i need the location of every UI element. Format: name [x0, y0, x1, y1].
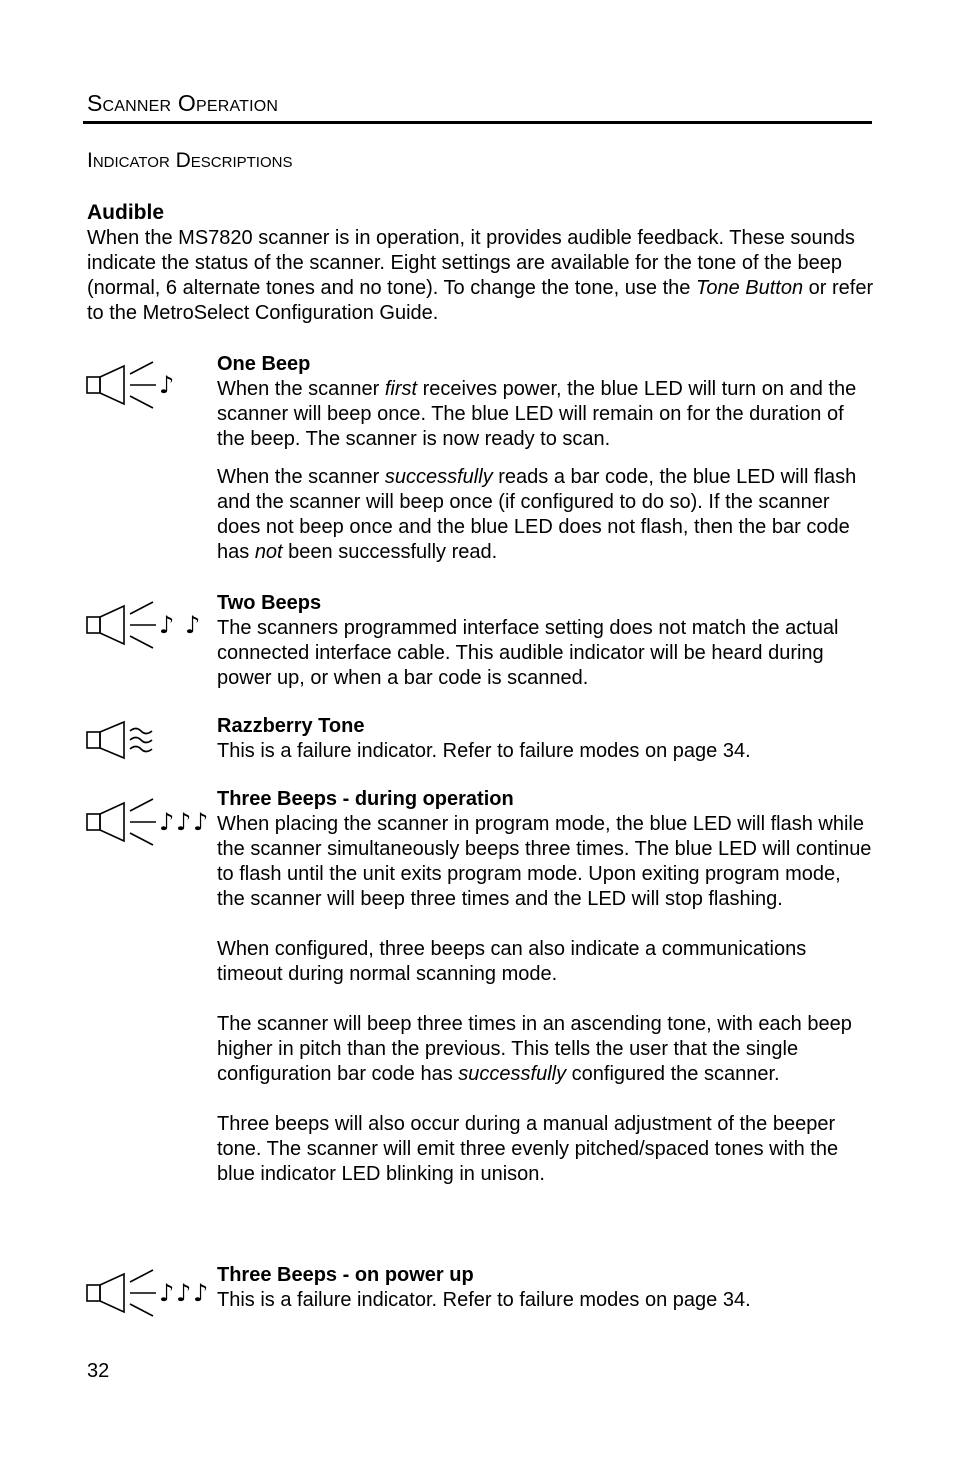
text: The scanner will beep three times in an ascending tone, with each beep higher in pitch than the previous. This tells the user that the single configuration bar code has — [217, 1013, 852, 1085]
svg-text:♪: ♪ — [193, 1279, 209, 1307]
text: been successfully read. — [282, 541, 498, 563]
emphasis: first — [384, 378, 418, 400]
header-rule — [83, 121, 872, 124]
text: configured the scanner. — [566, 1063, 780, 1085]
speaker-one-beep-icon — [85, 358, 185, 414]
speaker-three-beeps-icon — [85, 795, 215, 851]
emphasis: not — [254, 541, 283, 563]
tone-button-ref: Tone Button — [695, 277, 804, 299]
svg-text:♪: ♪ — [176, 1279, 192, 1307]
three-beeps-operation-body — [217, 812, 872, 1187]
page-number: 32 — [87, 1360, 110, 1382]
two-beeps-title: Two Beeps — [217, 592, 322, 614]
one-beep-body — [217, 377, 872, 565]
text: When the scanner — [217, 378, 385, 400]
audible-intro — [87, 226, 877, 326]
text: When the scanner — [217, 466, 385, 488]
intro-text: When the MS7820 scanner is in operation, it provides audible feedback. These sounds indicate the status of the scanner. Eight settings are available for the tone of the beep (normal, 6 alternate tones and no tone). To change the tone, use the — [87, 227, 855, 299]
section-title: Scanner Operation — [87, 90, 279, 116]
speaker-three-beeps-icon — [85, 1266, 215, 1322]
razzberry-body: This is a failure indicator. Refer to failure modes on page 34. — [217, 740, 751, 762]
emphasis: successfully — [458, 1063, 567, 1085]
audible-heading: Audible — [87, 201, 164, 224]
emphasis: successfully — [384, 466, 493, 488]
text: reads a bar code, the blue LED will flash and the scanner will beep once (if configured to do so). If the scanner does not beep once and the blue LED does not flash, then the bar code has — [217, 466, 857, 563]
three-beeps-power-title: Three Beeps - on power up — [217, 1264, 474, 1286]
two-beeps-body: The scanners programmed interface setting does not match the actual connected interface cable. This audible indicator will be heard during power up, or when a bar code is scanned. — [217, 617, 839, 689]
three-beeps-power-body: This is a failure indicator. Refer to failure modes on page 34. — [217, 1289, 751, 1311]
paragraph: Three beeps will also occur during a manual adjustment of the beeper tone. The scanner will emit three evenly pitched/spaced tones with the blue indicator LED blinking in unison. — [217, 1113, 839, 1185]
svg-text:♪: ♪ — [159, 1279, 175, 1307]
svg-text:♪: ♪ — [193, 808, 209, 836]
speaker-two-beeps-icon — [85, 598, 210, 654]
svg-text:♪: ♪ — [159, 611, 175, 639]
svg-text:♪: ♪ — [159, 371, 175, 399]
svg-text:♪: ♪ — [159, 808, 175, 836]
one-beep-title: One Beep — [217, 353, 311, 375]
speaker-razzberry-icon — [85, 716, 165, 766]
razzberry-title: Razzberry Tone — [217, 715, 365, 737]
paragraph: When configured, three beeps can also indicate a communications timeout during normal scanning mode. — [217, 938, 807, 985]
three-beeps-operation-title: Three Beeps - during operation — [217, 788, 514, 810]
svg-text:♪: ♪ — [176, 808, 192, 836]
paragraph: When placing the scanner in program mode, the blue LED will flash while the scanner simultaneously beeps three times. The blue LED will continue to flash until the unit exits program mode. Upon exiting program mode, the scanner will beep three times and the LED will stop flashing. — [217, 813, 872, 910]
intro-text-end: or refer to the MetroSelect Configuration Guide. — [87, 277, 874, 324]
text: receives power, the blue LED will turn on and the scanner will beep once. The blue LED will remain on for the duration of the beep. The scanner is now ready to scan. — [217, 378, 857, 450]
subsection-title: Indicator Descriptions — [87, 149, 293, 172]
svg-text:♪: ♪ — [185, 611, 201, 639]
